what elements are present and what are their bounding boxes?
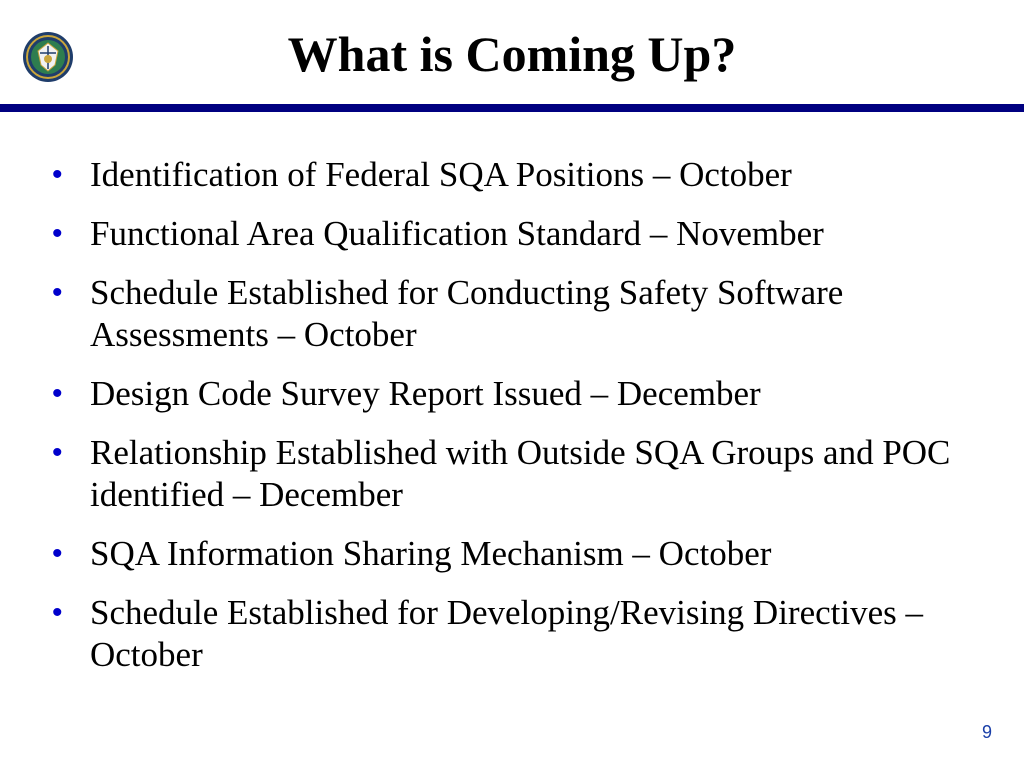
bullet-icon: • xyxy=(52,377,63,410)
bullet-icon: • xyxy=(52,596,63,629)
bullet-list xyxy=(0,154,1024,693)
list-item xyxy=(0,272,1024,356)
list-item-text: Functional Area Qualification Standard – November xyxy=(90,214,824,253)
list-item xyxy=(0,533,1024,575)
list-item-text: Schedule Established for Developing/Revising Directives – October xyxy=(90,593,924,674)
list-item xyxy=(0,592,1024,676)
list-item-text: Schedule Established for Conducting Safety Software Assessments – October xyxy=(90,273,844,354)
list-item xyxy=(0,213,1024,255)
page-title: What is Coming Up? xyxy=(287,26,737,82)
bullet-icon: • xyxy=(52,158,63,191)
list-item xyxy=(0,154,1024,196)
list-item-text: SQA Information Sharing Mechanism – October xyxy=(90,534,772,573)
bullet-icon: • xyxy=(52,217,63,250)
page-number: 9 xyxy=(981,722,992,742)
list-item-text: Relationship Established with Outside SQA Groups and POC identified – December xyxy=(90,433,951,514)
list-item-text: Identification of Federal SQA Positions – October xyxy=(90,155,792,194)
list-item xyxy=(0,432,1024,516)
bullet-icon: • xyxy=(52,436,63,469)
title-divider xyxy=(0,104,1024,112)
bullet-icon: • xyxy=(52,276,63,309)
list-item-text: Design Code Survey Report Issued – December xyxy=(90,374,761,413)
list-item xyxy=(0,373,1024,415)
bullet-icon: • xyxy=(52,537,63,570)
